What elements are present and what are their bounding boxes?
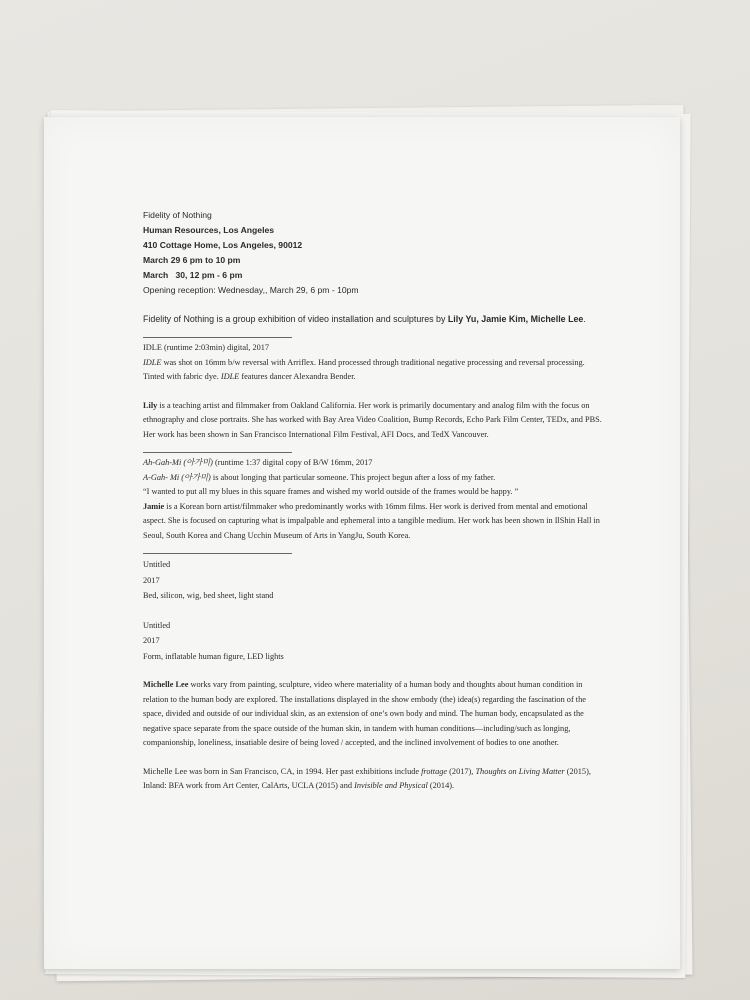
works-list	[143, 557, 603, 664]
work-year: 2017	[143, 575, 160, 585]
jamie-bio-text: is a Korean born artist/filmmaker who predominantly works with 16mm films. Her work is derived from mental and emotional aspect. She is focused on capturing what is impalpable and ephemeral into a tangible medium. Her work has been shown in IlShin Hall in Seoul, South Korea and Chang Ucchin Museum of Arts in YangJu, South Korea.	[143, 501, 600, 540]
lily-bio-text: is a teaching artist and filmmaker from Oakland California. Her work is primarily documentary and analog film with the focus on ethnography and close portraits. She has worked with Bay Area Video Coalition, Bump Records, Echo Park Film Center, TEDx, and PBS. Her work has been shown in San Francisco International Film Festival, AFI Docs, and TedX Vancouver.	[143, 400, 602, 439]
ahgahmi-title: Ah-Gah-Mi (아가미)	[143, 458, 213, 467]
michelle-bio-text: works vary from painting, sculpture, video where materiality of a human body and thoughts about human condition in relation to the human body are explored. The installations displayed in the show embody (the) idea(s) regarding the fascination of the space, divided and outside of our individual skin, as an extension of one’s own body and mind. The human body, encapsulated as the negative space separate from the space outside of the human skin, in tandem with human conditions—including/such as longing, companionship, loneliness, insatiable desire of being loved / accepted, and the inclined involvement of bodies to one another.	[143, 680, 586, 747]
divider-rule	[143, 337, 292, 338]
cv-part: (2014).	[427, 781, 455, 790]
cv-invisible: Invisible and Physical	[354, 781, 428, 790]
date-line-2: March 30, 12 pm - 6 pm	[143, 270, 243, 280]
lily-bio	[143, 399, 603, 443]
opening-reception: Opening reception: Wednesday,, March 29, 6 pm - 10pm	[143, 285, 359, 295]
ahgahmi-description	[143, 471, 603, 486]
ahgahmi-caption	[143, 456, 603, 471]
jamie-name: Jamie	[143, 501, 165, 511]
michelle-cv	[143, 765, 603, 794]
ahgahmi-desc-rest: is about longing that particular someone. This project begun after a loss of my father.	[210, 472, 496, 482]
venue-name: Human Resources, Los Angeles	[143, 225, 275, 235]
divider-rule	[143, 452, 292, 453]
michelle-name: Michelle Lee	[143, 680, 189, 689]
ahgahmi-caption-rest: (runtime 1:37 digital copy of B/W 16mm, 2017	[212, 458, 373, 467]
michelle-bio	[143, 678, 603, 751]
press-release-page	[44, 117, 680, 969]
work-materials: Form, inflatable human figure, LED lights	[143, 651, 284, 661]
cv-thoughts: Thoughts on Living Matter	[475, 766, 565, 776]
cv-frottage: frottage	[421, 766, 448, 776]
lily-name: Lily	[143, 400, 158, 410]
idle-caption: IDLE (runtime 2:03min) digital, 2017	[143, 343, 270, 352]
cv-part: Michelle Lee was born in San Francisco, CA, in 1994. Her past exhibitions include	[143, 766, 422, 776]
work-year: 2017	[143, 636, 160, 645]
cv-part: (2015), Inland: BFA work from Art Center, CalArts, UCLA (2015) and	[143, 766, 591, 790]
work-entry	[143, 557, 603, 604]
venue-address: 410 Cottage Home, Los Angeles, 90012	[143, 240, 303, 250]
work-title: Untitled	[143, 620, 171, 630]
ahgahmi-quote: “I wanted to put all my blues in this square frames and wished my world outside of the frames would be happy. ”	[143, 487, 519, 496]
michelle-section	[143, 678, 603, 794]
intro-text: Fidelity of Nothing is a group exhibition of video installation and sculptures by	[143, 314, 448, 324]
idle-desc-a: was shot on 16mm b/w reversal with Arriflex. Hand processed through traditional negative processing and reversal processing. Tinted with fabric dye.	[143, 357, 585, 381]
idle-section	[143, 341, 603, 442]
work-entry	[143, 618, 603, 665]
jamie-bio	[143, 500, 603, 544]
idle-title: IDLE	[143, 357, 162, 367]
cv-part: (2017),	[447, 766, 476, 776]
work-title: Untitled	[143, 560, 171, 569]
date-line-1: March 29 6 pm to 10 pm	[143, 255, 241, 265]
intro-end: .	[583, 314, 586, 324]
idle-description	[143, 356, 603, 385]
ahgahmi-title-2: A-Gah- Mi (아가미)	[143, 472, 211, 482]
intro-artists: Lily Yu, Jamie Kim, Michelle Lee	[447, 314, 584, 324]
idle-desc-b: features dancer Alexandra Bender.	[239, 372, 356, 381]
page-content	[143, 208, 603, 794]
ahgahmi-section	[143, 456, 603, 543]
exhibition-header	[143, 208, 603, 298]
divider-rule	[143, 553, 292, 554]
work-materials: Bed, silicon, wig, bed sheet, light stand	[143, 591, 274, 600]
exhibition-title: Fidelity of Nothing	[143, 210, 212, 220]
idle-title-2: IDLE	[220, 372, 240, 381]
intro-paragraph	[143, 312, 603, 327]
